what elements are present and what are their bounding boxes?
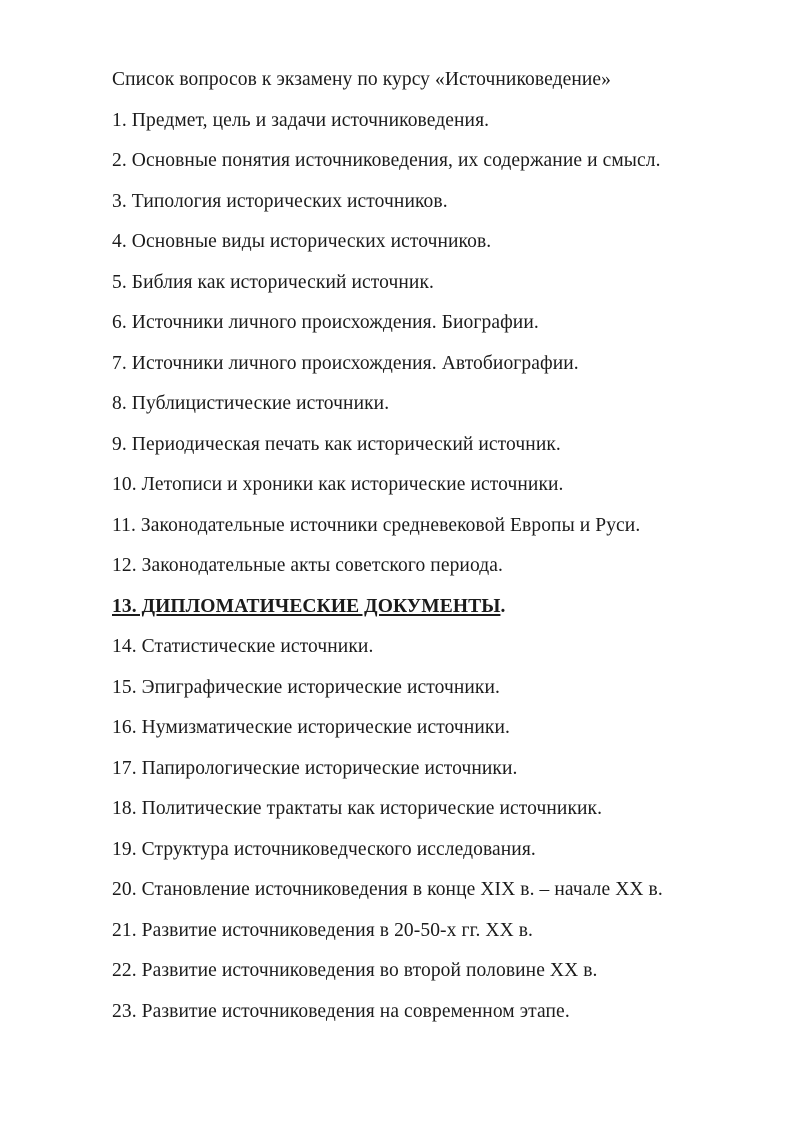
list-item-emphasized	[112, 597, 690, 617]
list-item: 11. Законодательные источники средневековой Европы и Руси.	[112, 514, 641, 536]
list-item: 3. Типология исторических источников.	[112, 190, 448, 212]
list-item: 19. Структура источниковедческого исследования.	[112, 838, 536, 860]
list-item: 21. Развитие источниковедения в 20-50-х гг. XX в.	[112, 919, 534, 941]
emphasized-underlined-text: 13. ДИПЛОМАТИЧЕСКИЕ ДОКУМЕНТЫ	[112, 595, 501, 617]
list-item: 14. Статистические источники.	[112, 636, 374, 657]
list-item: 6. Источники личного происхождения. Биографии.	[112, 312, 539, 333]
list-item: 7. Источники личного происхождения. Автобиографии.	[112, 352, 579, 374]
list-item: 8. Публицистические источники.	[112, 393, 390, 414]
list-item: 22. Развитие источниковедения во второй половине XX в.	[112, 960, 598, 981]
list-item: 1. Предмет, цель и задачи источниковедения.	[112, 109, 490, 131]
list-item: 16. Нумизматические исторические источники.	[112, 717, 510, 738]
list-item: 17. Папирологические исторические источники.	[112, 757, 518, 779]
emphasized-trailing-text: .	[500, 595, 506, 617]
list-item: 9. Периодическая печать как исторический источник.	[112, 433, 561, 455]
list-item: 10. Летописи и хроники как исторические источники.	[112, 474, 564, 495]
list-item: 4. Основные виды исторических источников.	[112, 231, 492, 252]
list-item: 5. Библия как исторический источник.	[112, 271, 435, 293]
list-item: 2. Основные понятия источниковедения, их содержание и смысл.	[112, 150, 661, 171]
document-body	[112, 70, 690, 1021]
list-item: 20. Становление источниковедения в конце XIX в. – начале XX в.	[112, 879, 663, 900]
list-item: 15. Эпиграфические исторические источники.	[112, 676, 501, 698]
list-item: 23. Развитие источниковедения на современном этапе.	[112, 1000, 570, 1022]
document-title-line: Список вопросов к экзамену по курсу «Источниковедение»	[112, 69, 612, 90]
list-item: 12. Законодательные акты советского периода.	[112, 555, 503, 576]
list-item: 18. Политические трактаты как исторические источникик.	[112, 798, 603, 819]
